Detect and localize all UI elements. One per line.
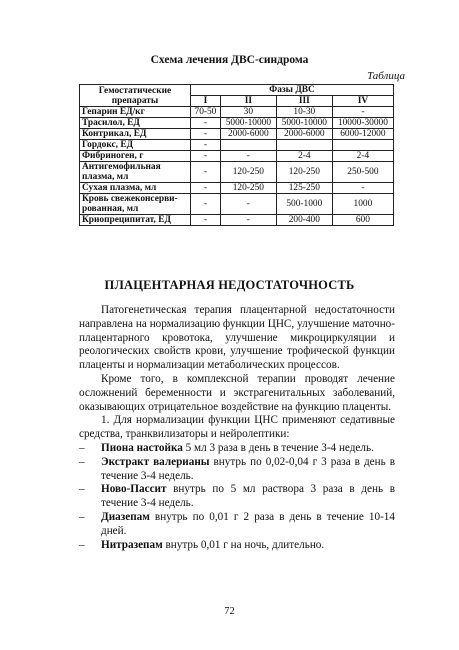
row-value-phase-3: 120-250 (276, 162, 332, 183)
row-name (80, 129, 191, 140)
row-value-phase-4: 2-4 (332, 151, 393, 162)
row-value-phase-3: 2-4 (276, 151, 332, 162)
phase-col-4: IV (332, 96, 393, 107)
row-value-phase-2: 5000-10000 (220, 118, 276, 129)
row-name-line: Трасилол, ЕД (82, 118, 140, 128)
body-text (79, 304, 395, 552)
list-item (79, 442, 395, 456)
row-name-line: Антигемофильная (82, 162, 161, 172)
row-value-phase-2: - (220, 194, 276, 215)
medication-dosage: 5 мл 3 раза в день в течение 3-4 недель. (182, 441, 374, 454)
row-name (80, 140, 191, 151)
medication-name: Экстракт валерианы (101, 455, 210, 468)
dic-treatment-table (79, 84, 394, 226)
medication-name: Диазепам (101, 510, 150, 523)
header-phases: Фазы ДВС (191, 85, 394, 96)
table-row (80, 215, 394, 226)
list-item (79, 483, 395, 511)
row-name-line: Гепарин ЕД/кг (82, 107, 145, 117)
row-value-phase-4: 600 (332, 215, 393, 226)
row-value-phase-2: 120-250 (220, 162, 276, 183)
row-value-phase-1: - (191, 129, 221, 140)
medication-name: Нитразепам (101, 538, 163, 551)
table-row (80, 151, 394, 162)
row-value-phase-2 (220, 140, 276, 151)
phase-col-2: II (220, 96, 276, 107)
row-value-phase-2: - (220, 151, 276, 162)
medication-dosage: внутрь по 0,01 г 2 раза в день в течение 10-14 дней. (101, 510, 395, 537)
row-value-phase-3 (276, 140, 332, 151)
row-value-phase-2: 120-250 (220, 183, 276, 194)
row-value-phase-3: 10-30 (276, 107, 332, 118)
row-value-phase-2: 2000-6000 (220, 129, 276, 140)
table-title: Схема лечения ДВС-синдрома (150, 54, 309, 66)
table-row (80, 129, 394, 140)
list-dash: – (79, 483, 85, 496)
row-value-phase-1: - (191, 183, 221, 194)
row-name-line: Сухая плазма, мл (82, 183, 157, 193)
medication-dosage: внутрь по 0,02-0,04 г 3 раза в день в течение 3-4 недель. (101, 455, 395, 482)
medication-dosage: внутрь 0,01 г на ночь, длительно. (162, 538, 325, 551)
row-name (80, 151, 191, 162)
section-title: ПЛАЦЕНТАРНАЯ НЕДОСТАТОЧНОСТЬ (104, 278, 355, 292)
row-value-phase-1: - (191, 215, 221, 226)
row-value-phase-1: - (191, 118, 221, 129)
medication-name: Ново-Пассит (101, 483, 167, 496)
table-row (80, 107, 394, 118)
list-dash: – (79, 441, 85, 454)
phase-col-3: III (276, 96, 332, 107)
table-row (80, 162, 394, 183)
row-value-phase-2: 30 (220, 107, 276, 118)
row-value-phase-1: - (191, 140, 221, 151)
row-value-phase-3: 200-400 (276, 215, 332, 226)
header-prep-line-1: Гемостатические (98, 85, 172, 96)
medication-dosage: внутрь по 5 мл раствора 3 раза в день в течение 3-4 недель. (101, 483, 395, 510)
paragraph-2: Кроме того, в комплексной терапии проводят лечение осложнений беременности и экстрагенитальных заболеваний, оказывающих отрицательное воздействие на функцию плаценты. (79, 372, 395, 413)
row-name (80, 107, 191, 118)
row-value-phase-4 (332, 140, 393, 151)
table-row (80, 194, 394, 215)
row-value-phase-1: - (191, 162, 221, 183)
row-value-phase-4: 6000-12000 (332, 129, 393, 140)
phase-col-1: I (191, 96, 221, 107)
table-row (80, 140, 394, 151)
row-name (80, 162, 191, 183)
row-name (80, 194, 191, 215)
row-value-phase-3: 2000-6000 (276, 129, 332, 140)
row-value-phase-4: 1000 (332, 194, 393, 215)
row-name (80, 118, 191, 129)
row-value-phase-2: - (220, 215, 276, 226)
row-value-phase-1: - (191, 151, 221, 162)
row-name-line: Контрикал, ЕД (82, 129, 147, 139)
medication-list (79, 442, 395, 552)
row-name-line: Криопреципитат, ЕД (82, 215, 171, 225)
row-value-phase-3: 500-1000 (276, 194, 332, 215)
table-row (80, 183, 394, 194)
row-value-phase-4: - (332, 183, 393, 194)
table-row (80, 118, 394, 129)
row-name-line: плазма, мл (82, 172, 129, 182)
page-number: 72 (224, 606, 235, 617)
header-preparations (80, 85, 191, 107)
row-name-line: Кровь свежеконсерви- (82, 194, 178, 204)
row-value-phase-4: 250-500 (332, 162, 393, 183)
paragraph-1: Патогенетическая терапия плацентарной недостаточности направлена на нормализацию функции ЦНС, улучшение маточно-плацентарного кровотока, улучшение микроциркуляции и реологических свойств крови, улучшение трофической функции плаценты и нормализации метаболических процессов. (79, 304, 395, 372)
row-name (80, 215, 191, 226)
row-name-line: Фибриноген, г (82, 151, 144, 161)
list-dash: – (79, 455, 85, 468)
paragraph-3: 1. Для нормализации функции ЦНС применяют седативные средства, транквилизаторы и нейролептики: (79, 414, 395, 441)
row-value-phase-4: 10000-30000 (332, 118, 393, 129)
row-value-phase-1: 70-50 (191, 107, 221, 118)
table-body (80, 107, 394, 226)
table-label: Таблица (367, 70, 405, 82)
row-value-phase-3: 125-250 (276, 183, 332, 194)
row-name (80, 183, 191, 194)
row-value-phase-4: - (332, 107, 393, 118)
medication-name: Пиона настойка (101, 441, 183, 454)
row-value-phase-1: - (191, 194, 221, 215)
list-item (79, 511, 395, 539)
list-item (79, 539, 395, 553)
row-name-line: Гордокс, ЕД (82, 140, 134, 150)
list-dash: – (79, 538, 85, 551)
header-prep-line-2: препараты (111, 95, 159, 106)
list-dash: – (79, 510, 85, 523)
list-item (79, 456, 395, 484)
row-name-line: рованная, мл (82, 204, 139, 214)
row-value-phase-3: 5000-10000 (276, 118, 332, 129)
